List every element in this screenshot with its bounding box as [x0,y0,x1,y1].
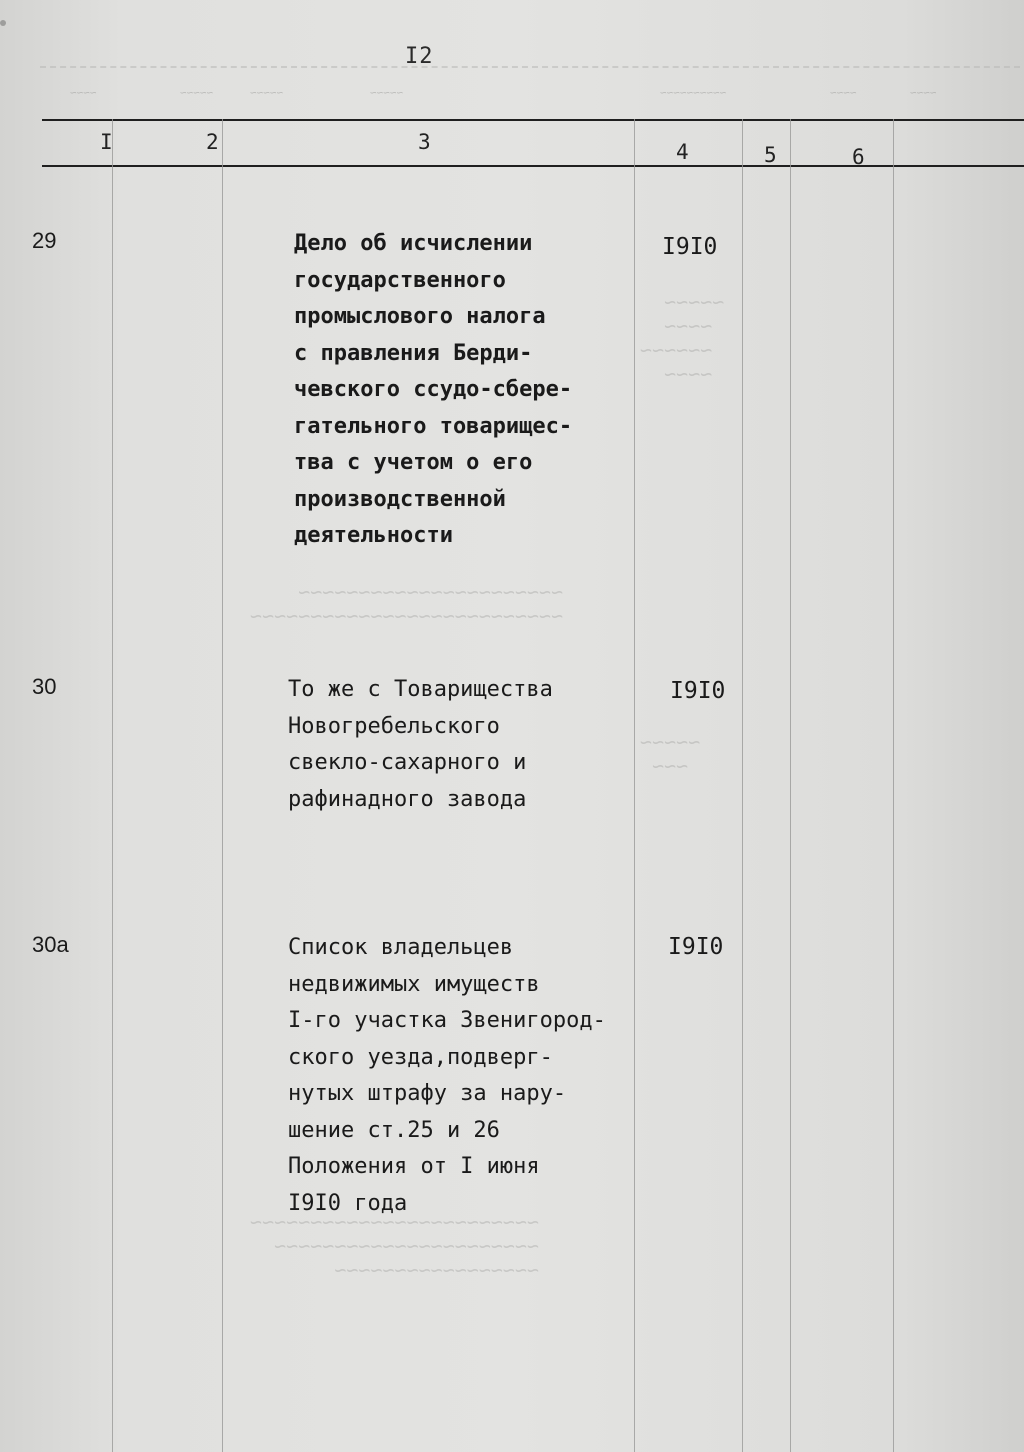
reverse-side-show-through: ~~~~ ~~~~~ ~~~~~ ~~~~~ ~~~~~~~~~~ ~~~~ ~~~~ [40,66,1020,134]
column-number-3: 3 [418,130,431,154]
entry-title: Список владельцев недвижимых имуществ I-го участка Звенигород- ского уезда,подверг- нутых штрафу за нару- шение ст.25 и 26 Положения от I июня I9I0 года [288,935,606,1216]
entry-number: 29 [32,228,57,253]
show-through-text: ~~~~~ ~~~~ ~~~~~~ ~~~~ [640,290,725,386]
column-divider [222,119,223,1452]
entry-title: То же с Товарищества Новогребельского свекло-сахарного и рафинадного завода [288,677,553,812]
column-divider [742,119,743,1452]
entry-title: Дело об исчислении государственного промыслового налога с правления Берди- чевского ссудо-сбере- гательного товарищес- тва с учетом о его производственной деятельности [294,231,573,548]
header-top-rule [42,119,1024,121]
column-divider [790,119,791,1452]
column-number-6: 6 [852,145,865,169]
column-divider [112,119,113,1452]
entry-date: I9I0 [670,678,726,704]
show-through-text: ~~~~~ ~~~ [640,730,701,778]
column-divider [893,119,894,1452]
column-number-5: 5 [764,143,777,167]
header-bottom-rule [42,165,1024,167]
page-number: I2 [405,44,434,69]
entry-date: I9I0 [662,234,718,260]
column-number-1: I [100,130,113,154]
entry-number: 30а [32,932,69,957]
entry-date: I9I0 [668,934,724,960]
punch-mark [0,20,6,26]
column-number-4: 4 [676,140,689,164]
entry-number: 30 [32,674,57,699]
show-through-text: ~~~~~~~~~~~~~~~~~~~~~~ ~~~~~~~~~~~~~~~~~~~~~~~~~~ [250,580,564,628]
column-number-2: 2 [206,130,219,154]
show-through-text: ~~~~~~~~~~~~~~~~~~~~~~~~ ~~~~~~~~~~~~~~~~~~~~~~ ~~~~~~~~~~~~~~~~~ [250,1210,539,1282]
